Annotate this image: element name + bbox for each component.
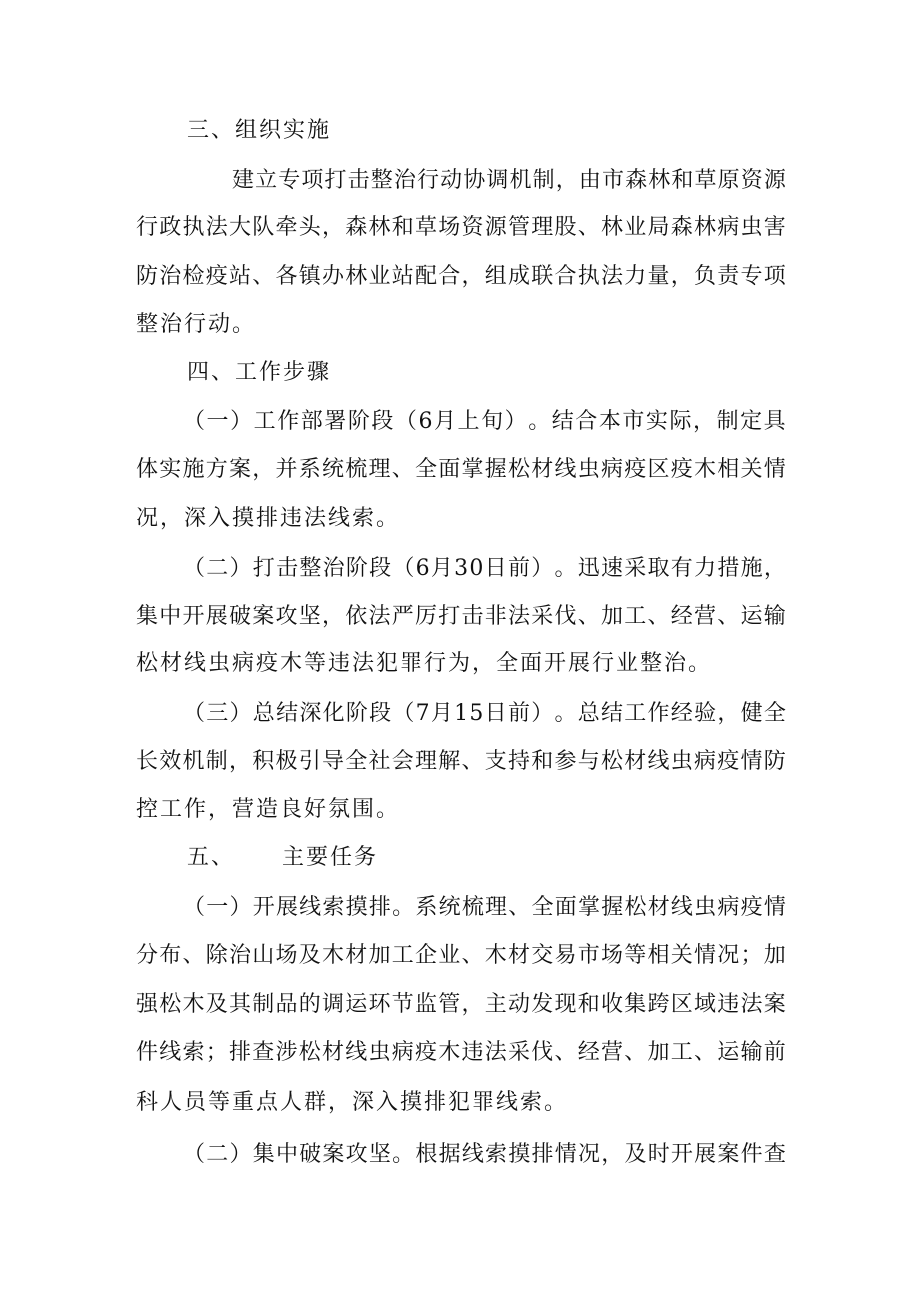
- paragraph-line: 松材线虫病疫木等违法犯罪行为，全面开展行业整治。: [136, 651, 713, 676]
- paragraph-line: （ 一 ） 开 展 线 索 摸 排 。 系 统 梳 理 、 全 面 掌 握 松 材 线 虫 病 疫 情: [183, 895, 786, 920]
- paragraph-line: （ 一 ） 工 作 部 署 阶 段 （ 6 月 上 旬 ） 。 结 合 本 市 实 际 ， 制 定 具: [183, 409, 786, 434]
- paragraph-line: 科人员等重点人群，深入摸排犯罪线索。: [136, 1090, 569, 1115]
- section-heading-prefix: 五、: [187, 845, 236, 870]
- section-heading-organization: 三、组织实施: [187, 118, 332, 143]
- paragraph-line: （ 二 ） 打 击 整 治 阶 段 （ 6 月 3 0 日 前 ） 。 迅 速 采 取 有 力 措 施 ，: [183, 556, 786, 581]
- paragraph-line: 整治行动。: [136, 312, 257, 337]
- paragraph-line: （ 二 ） 集 中 破 案 攻 坚 。 根 据 线 索 摸 排 情 况 ， 及 时 开 展 案 件 查: [183, 1142, 786, 1167]
- paragraph-line: 体 实 施 方 案 ， 并 系 统 梳 理 、 全 面 掌 握 松 材 线 虫 病 疫 区 疫 木 相 关 情: [136, 457, 786, 482]
- paragraph-line: 况，深入摸排违法线索。: [136, 506, 401, 531]
- paragraph-line: （ 三 ） 总 结 深 化 阶 段 （ 7 月 1 5 日 前 ） 。 总 结 工 作 经 验 ， 健 全: [183, 701, 786, 726]
- paragraph-line: 件 线 索 ； 排 查 涉 松 材 线 虫 病 疫 木 违 法 采 伐 、 经 营 、 加 工 、 运 输 前: [136, 1040, 786, 1065]
- paragraph-line: 防 治 检 疫 站 、 各 镇 办 林 业 站 配 合 ， 组 成 联 合 执 法 力 量 ， 负 责 专 项: [136, 264, 786, 289]
- paragraph-line: 行 政 执 法 大 队 牵 头 ， 森 林 和 草 场 资 源 管 理 股 、 林 业 局 森 林 病 虫 害: [136, 215, 786, 240]
- paragraph-line: 分 布 、 除 治 山 场 及 木 材 加 工 企 业 、 木 材 交 易 市 场 等 相 关 情 况 ； 加: [136, 943, 786, 968]
- paragraph-line: 集 中 开 展 破 案 攻 坚 ， 依 法 严 厉 打 击 非 法 采 伐 、 加 工 、 经 营 、 运 输: [136, 604, 786, 629]
- paragraph-line: 强 松 木 及 其 制 品 的 调 运 环 节 监 管 ， 主 动 发 现 和 收 集 跨 区 域 违 法 案: [136, 992, 786, 1017]
- paragraph-line: 长 效 机 制 ， 积 极 引 导 全 社 会 理 解 、 支 持 和 参 与 松 材 线 虫 病 疫 情 防: [136, 749, 786, 774]
- paragraph-line: 建 立 专 项 打 击 整 治 行 动 协 调 机 制 ， 由 市 森 林 和 草 原 资 源: [232, 168, 786, 193]
- section-heading-work-steps: 四、工作步骤: [187, 360, 332, 385]
- paragraph-line: 控工作，营造良好氛围。: [136, 797, 401, 822]
- section-heading-main-tasks: 主要任务: [282, 845, 379, 870]
